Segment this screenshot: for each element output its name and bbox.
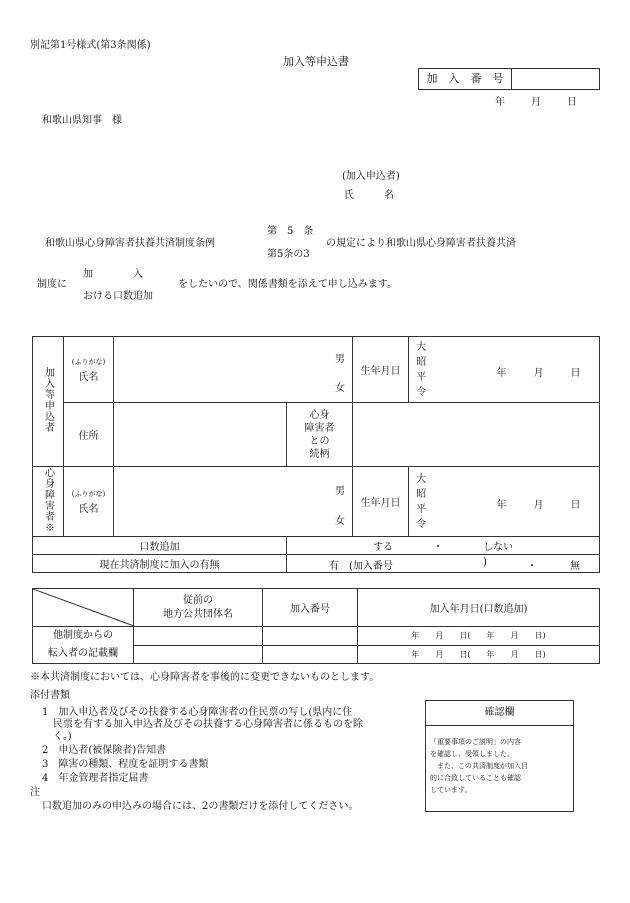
- prev-date-field-1[interactable]: 年 月 日( 年 月 日): [358, 627, 600, 646]
- disabled-birth-field[interactable]: 年 月 日: [434, 467, 600, 537]
- female-label: 女: [335, 383, 345, 394]
- attach-item-1-end: く。): [53, 731, 72, 742]
- current-membership-field[interactable]: 有 (加入番号 ) ・ 無: [287, 555, 600, 573]
- article-5: 第 5 条: [267, 226, 314, 237]
- prev-number-header: 加入番号: [263, 589, 358, 627]
- note-star: ※本共済制度においては、心身障害者を事後的に変更できないものとします。: [30, 672, 380, 683]
- disabled-section-header: 心身障害者※: [33, 467, 64, 537]
- attach-item-1: 1 加入申込者及びその扶養する心身障害者の住民票の写し(県内に住: [42, 707, 353, 718]
- applicant-heading: (加入申込者): [342, 171, 400, 182]
- applicant-name-field[interactable]: [114, 337, 353, 403]
- corner-cell: [33, 589, 134, 627]
- article-5-3: 第5条の3: [267, 249, 310, 260]
- form-label: 別記第1号様式(第3条関係): [30, 40, 151, 51]
- prev-number-field-2[interactable]: [263, 645, 358, 664]
- attach-item-1-cont: 民票を有する加入申込者及びその扶養する心身障害者に係るものを除: [53, 719, 363, 730]
- attach-heading: 添付書類: [30, 690, 70, 701]
- date-year: 年: [495, 97, 505, 108]
- ordinance-name: 和歌山県心身障害者扶養共済制度条例: [45, 238, 215, 249]
- option-add-units: おける口数追加: [83, 291, 153, 302]
- male-label: 男: [335, 486, 345, 497]
- prev-date-field-2[interactable]: 年 月 日( 年 月 日): [358, 645, 600, 664]
- confirm-box: [425, 700, 574, 812]
- applicant-era-list: 大 昭 平 令: [409, 337, 434, 403]
- confirm-heading: 確認欄: [426, 701, 573, 726]
- units-add-header: 口数追加: [33, 537, 287, 555]
- prev-gov-header: 従前の 地方公共団体名: [134, 589, 263, 627]
- current-membership-header: 現在共済制度に加入の有無: [33, 555, 287, 573]
- diagonal-line: [33, 589, 134, 626]
- disabled-name-field[interactable]: [114, 467, 353, 537]
- applicant-name-header: (ふりがな) 氏名: [64, 337, 114, 403]
- transfer-table: [32, 588, 600, 664]
- date-day: 日: [567, 97, 577, 108]
- attach-item-3: 3 障害の種類、程度を証明する書類: [42, 759, 209, 770]
- applicant-birth-header: 生年月日: [353, 337, 409, 403]
- attach-item-2: 2 申込者(被保険者)告知書: [42, 745, 167, 756]
- applicant-address-field[interactable]: [114, 403, 287, 467]
- relation-field[interactable]: [353, 403, 600, 467]
- disabled-name-header: (ふりがな) 氏名: [64, 467, 114, 537]
- prev-number-field-1[interactable]: [263, 627, 358, 646]
- units-add-options[interactable]: する ・ しない: [287, 537, 600, 555]
- seido-ni: 制度に: [37, 279, 67, 290]
- addressee: 和歌山県知事 様: [42, 115, 122, 126]
- transfer-row-header: 他制度からの 転入者の記載欄: [33, 627, 134, 664]
- applicant-name-label: 氏 名: [344, 190, 394, 201]
- prev-gov-field-2[interactable]: [134, 645, 263, 664]
- join-number-field[interactable]: [512, 69, 599, 89]
- male-label: 男: [335, 354, 345, 365]
- prev-date-header: 加入年月日(口数追加): [358, 589, 600, 627]
- page-title: 加入等申込書: [283, 55, 349, 68]
- applicant-address-header: 住所: [64, 403, 114, 467]
- note-text: 口数追加のみの申込みの場合には、2の書類だけを添付してください。: [42, 801, 359, 812]
- female-label: 女: [335, 516, 345, 527]
- applicant-section-header: 加入等申込者: [33, 337, 64, 467]
- prev-gov-field-1[interactable]: [134, 627, 263, 646]
- body-rest: をしたいので、関係書類を添えて申し込みます。: [178, 279, 397, 290]
- join-number-box: [418, 68, 600, 90]
- disabled-era-list: 大 昭 平 令: [409, 467, 434, 537]
- application-table: [32, 336, 600, 573]
- join-number-label: 加 入 番 号: [419, 69, 512, 89]
- confirm-text: 「重要事項のご説明」の内容 を確認し、受領しました。 また、この共済制度が加入目 的に合致していることも確認 しています。: [430, 738, 528, 794]
- applicant-birth-field[interactable]: 年 月 日: [434, 337, 600, 403]
- attach-item-4: 4 年金管理者指定届書: [42, 773, 149, 784]
- date-month: 月: [531, 97, 541, 108]
- provision-text: の規定により和歌山県心身障害者扶養共済: [326, 238, 516, 249]
- relation-header: 心身 障害者 との 続柄: [287, 403, 353, 467]
- note-heading: 注: [30, 787, 40, 798]
- disabled-birth-header: 生年月日: [353, 467, 409, 537]
- option-join: 加 入: [83, 269, 143, 280]
